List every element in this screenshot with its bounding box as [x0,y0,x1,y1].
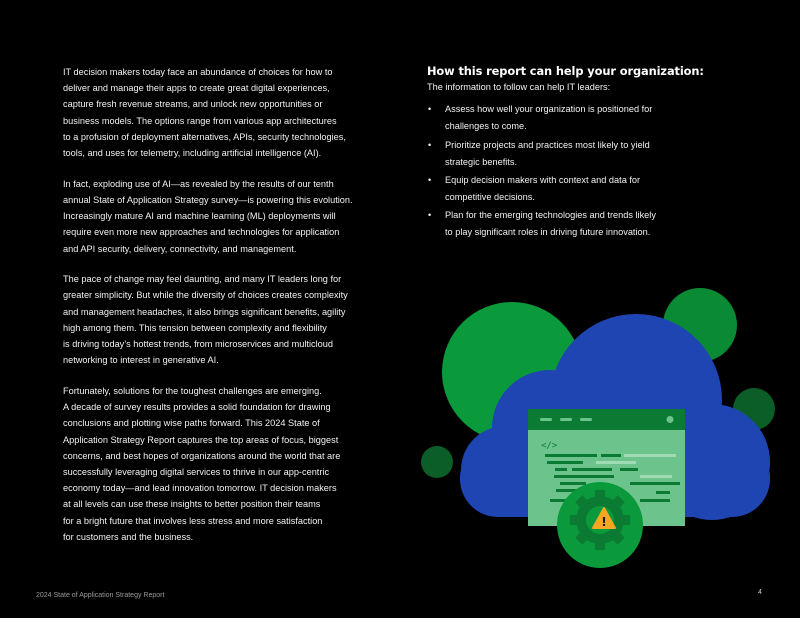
text-line: IT decision makers today face an abundance of choices for how to [63,67,333,77]
text-line: capture fresh revenue streams, and unlock new opportunities or [63,99,323,110]
text-line: successfully leveraging digital services to thrive in our app-centric [63,466,330,477]
text-line: is driving today’s hottest trends, from microservices and multicloud [63,339,333,350]
bullet-dot: • [428,104,432,115]
text-line: annual State of Application Strategy survey—is powering this evolution. [63,194,353,205]
footer-report-title: 2024 State of Application Strategy Report [36,592,165,599]
bullet-dot: • [428,139,432,150]
small-dark-circle-left [421,446,453,478]
text-line: Application Strategy Report captures the top areas of focus, biggest [63,434,339,445]
benefit-text: strategic benefits. [445,156,518,167]
benefit-text: Assess how well your organization is positioned for [445,104,653,115]
warning-glyph: ! [601,515,607,529]
text-line: concerns, and best hopes of organizations around the world that are [63,450,341,461]
benefit-text: Plan for the emerging technologies and trends likely [445,210,656,221]
bullet-dot: • [428,174,432,185]
benefit-text: Prioritize projects and practices most likely to yield [445,139,650,150]
text-line: to a profusion of deployment alternatives, APIs, security technologies, [63,131,346,142]
code-tag-text: </> [541,441,558,451]
bullet-dot: • [428,210,432,221]
text-line: business models. The options range from various app architectures [63,115,337,126]
text-line: high among them. This tension between complexity and flexibility [63,322,327,333]
text-line: greater simplicity. But while the diversity of choices creates complexity [63,290,348,301]
text-line: In fact, exploding use of AI—as revealed by the results of our tenth [63,178,334,189]
text-line: for a bright future that involves less stress and more satisfaction [63,515,323,526]
benefit-text: competitive decisions. [445,191,535,202]
text-line: networking to interest in generative AI. [63,355,219,366]
text-line: require even more new approaches and technologies for application [63,227,340,238]
section-heading: How this report can help your organization: [427,64,704,78]
text-line: at all levels can use these insights to better position their teams [63,499,321,510]
text-line: for customers and the business. [63,531,194,542]
page-number: 4 [758,589,762,596]
section-intro: The information to follow can help IT leaders: [427,82,611,92]
text-line: conclusions and plotting wise paths forward. This 2024 State of [63,418,320,429]
text-line: deliver and manage their apps to create great digital experiences, [63,83,330,94]
text-line: economy today—and lead innovation tomorrow. IT decision makers [63,483,337,494]
text-line: Fortunately, solutions for the toughest challenges are emerging. [63,385,322,396]
text-line: and API security, delivery, connectivity, and management. [63,243,297,254]
text-line: tools, and uses for telemetry, including artificial intelligence (AI). [63,148,322,159]
text-line: Increasingly mature AI and machine learning (ML) deployments will [63,211,336,222]
text-line: and management headaches, it also brings significant benefits, agility [63,306,346,317]
text-line: The pace of change may feel daunting, and many IT leaders long for [63,274,342,285]
text-line: A decade of survey results provides a solid foundation for drawing [63,402,331,413]
benefit-text: challenges to come. [445,121,527,132]
benefit-text: to play significant roles in driving future innovation. [445,227,651,238]
benefit-text: Equip decision makers with context and data for [445,174,641,185]
